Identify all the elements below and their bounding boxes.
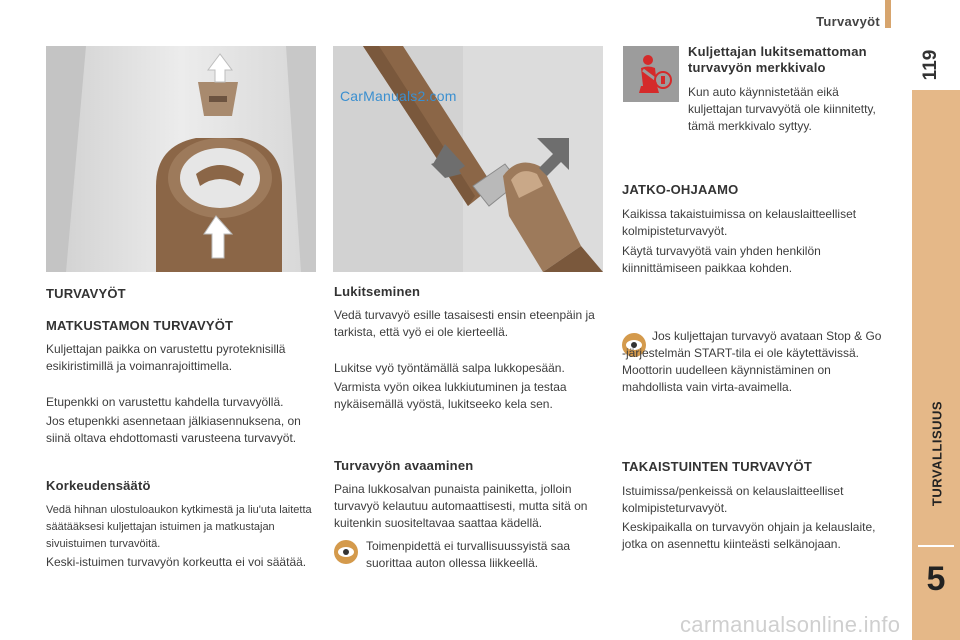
paragraph-pull-belt: Vedä turvavyö esille tasaisesti ensin eteenpäin ja tarkista, että vyö ei ole kierteellä.: [334, 308, 595, 339]
header-accent-bar: [885, 0, 891, 28]
tab-divider: [918, 545, 954, 547]
paragraph-retrofit-bench: Jos etupenkki asennetaan jälkiasennuksena, on siinä oltava ehdottomasti varusteena turvavyöt.: [46, 414, 301, 445]
page-number: [914, 44, 948, 84]
seatbelt-warning-icon: [623, 46, 679, 102]
height-adjuster-illustration: [46, 46, 316, 272]
chapter-tab-label: [916, 380, 956, 550]
paragraph-center-seat: Keski-istuimen turvavyön korkeutta ei voi säätää.: [46, 555, 307, 569]
paragraph-insert-latch: Lukitse vyö työntämällä salpa lukkopesään.: [334, 361, 565, 375]
paragraph-rear-seats: Kaikissa takaistuimissa on kelauslaitteelliset kolmipisteturvavyöt.: [622, 207, 857, 238]
chapter-tab: [912, 90, 960, 640]
tip-not-while-moving: Toimenpidettä ei turvallisuussyistä saa suorittaa auton ollessa liikkeellä.: [366, 539, 571, 570]
paragraph-one-person: Käytä turvavyötä vain yhden henkilön kiinnittämiseen paikkaa kohden.: [622, 244, 821, 275]
paragraph-warning-light: Kun auto käynnistetään eikä kuljettajan turvavyötä ole kiinnitetty, tämä merkkivalo syttyy.: [688, 85, 876, 133]
eye-icon: [334, 540, 358, 564]
chapter-number: 5: [926, 560, 946, 598]
paragraph-driver-seat: Kuljettajan paikka on varustettu pyroteknisillä esikiristimillä ja voimanrajoittimella.: [46, 342, 286, 373]
buckle-illustration: [333, 46, 603, 272]
paragraph-height-adjust: Vedä hihnan ulostuloaukon kytkimestä ja liu'uta laitetta säätääksesi kuljettajan istuimen ja matkustajan sivuistuimen turvavöitä.: [46, 504, 312, 550]
paragraph-front-bench: Etupenkki on varustettu kahdella turvavyöllä.: [46, 395, 284, 409]
page-number-text: 119: [920, 49, 941, 81]
watermark-text: CarManuals2.com: [340, 88, 457, 104]
paragraph-check-lock: Varmista vyön oikea lukkiutuminen ja testaa nykäisemällä vyöstä, lukitseeko kela sen.: [334, 380, 567, 411]
section-heading-rear-seatbelts: TAKAISTUINTEN TURVAVYÖT: [622, 459, 812, 474]
section-heading-cabin-belts: MATKUSTAMON TURVAVYÖT: [46, 318, 234, 333]
paragraph-press-button: Paina lukkosalvan punaista painiketta, jolloin turvavyö kelautuu automaattisesti, mutta sitä on kuitenkin suositeltavaa saattaa kädellä.: [334, 482, 588, 530]
chapter-header-title: Turvavyöt: [816, 14, 880, 29]
chapter-tab-text: TURVALLISUUS: [929, 400, 945, 507]
section-heading-warning-light: Kuljettajan lukitsemattoman turvavyön merkkivalo: [688, 44, 867, 75]
footer-watermark: carmanualsonline.info: [680, 612, 901, 637]
section-heading-unlocking: Turvavyön avaaminen: [334, 458, 474, 473]
section-heading-height-adjust: Korkeudensäätö: [46, 478, 151, 493]
section-heading-extension-cab: JATKO-OHJAAMO: [622, 182, 739, 197]
paragraph-center-guide: Keskipaikalla on turvavyön ohjain ja kelauslaite, jotka on asennettu kiinteästi selkänojaan.: [622, 520, 876, 551]
section-heading-locking: Lukitseminen: [334, 284, 421, 299]
paragraph-rear-three-point: Istuimissa/penkeissä on kelauslaitteelliset kolmipisteturvavyöt.: [622, 484, 844, 515]
section-heading-seatbelts: TURVAVYÖT: [46, 286, 126, 301]
tip-stop-and-go: Jos kuljettajan turvavyö avataan Stop & Go -järjestelmän START-tila ei ole käytettävissä. Moottorin uudelleen käynnistäminen on mahdollista vain virta-avaimella.: [622, 329, 882, 394]
